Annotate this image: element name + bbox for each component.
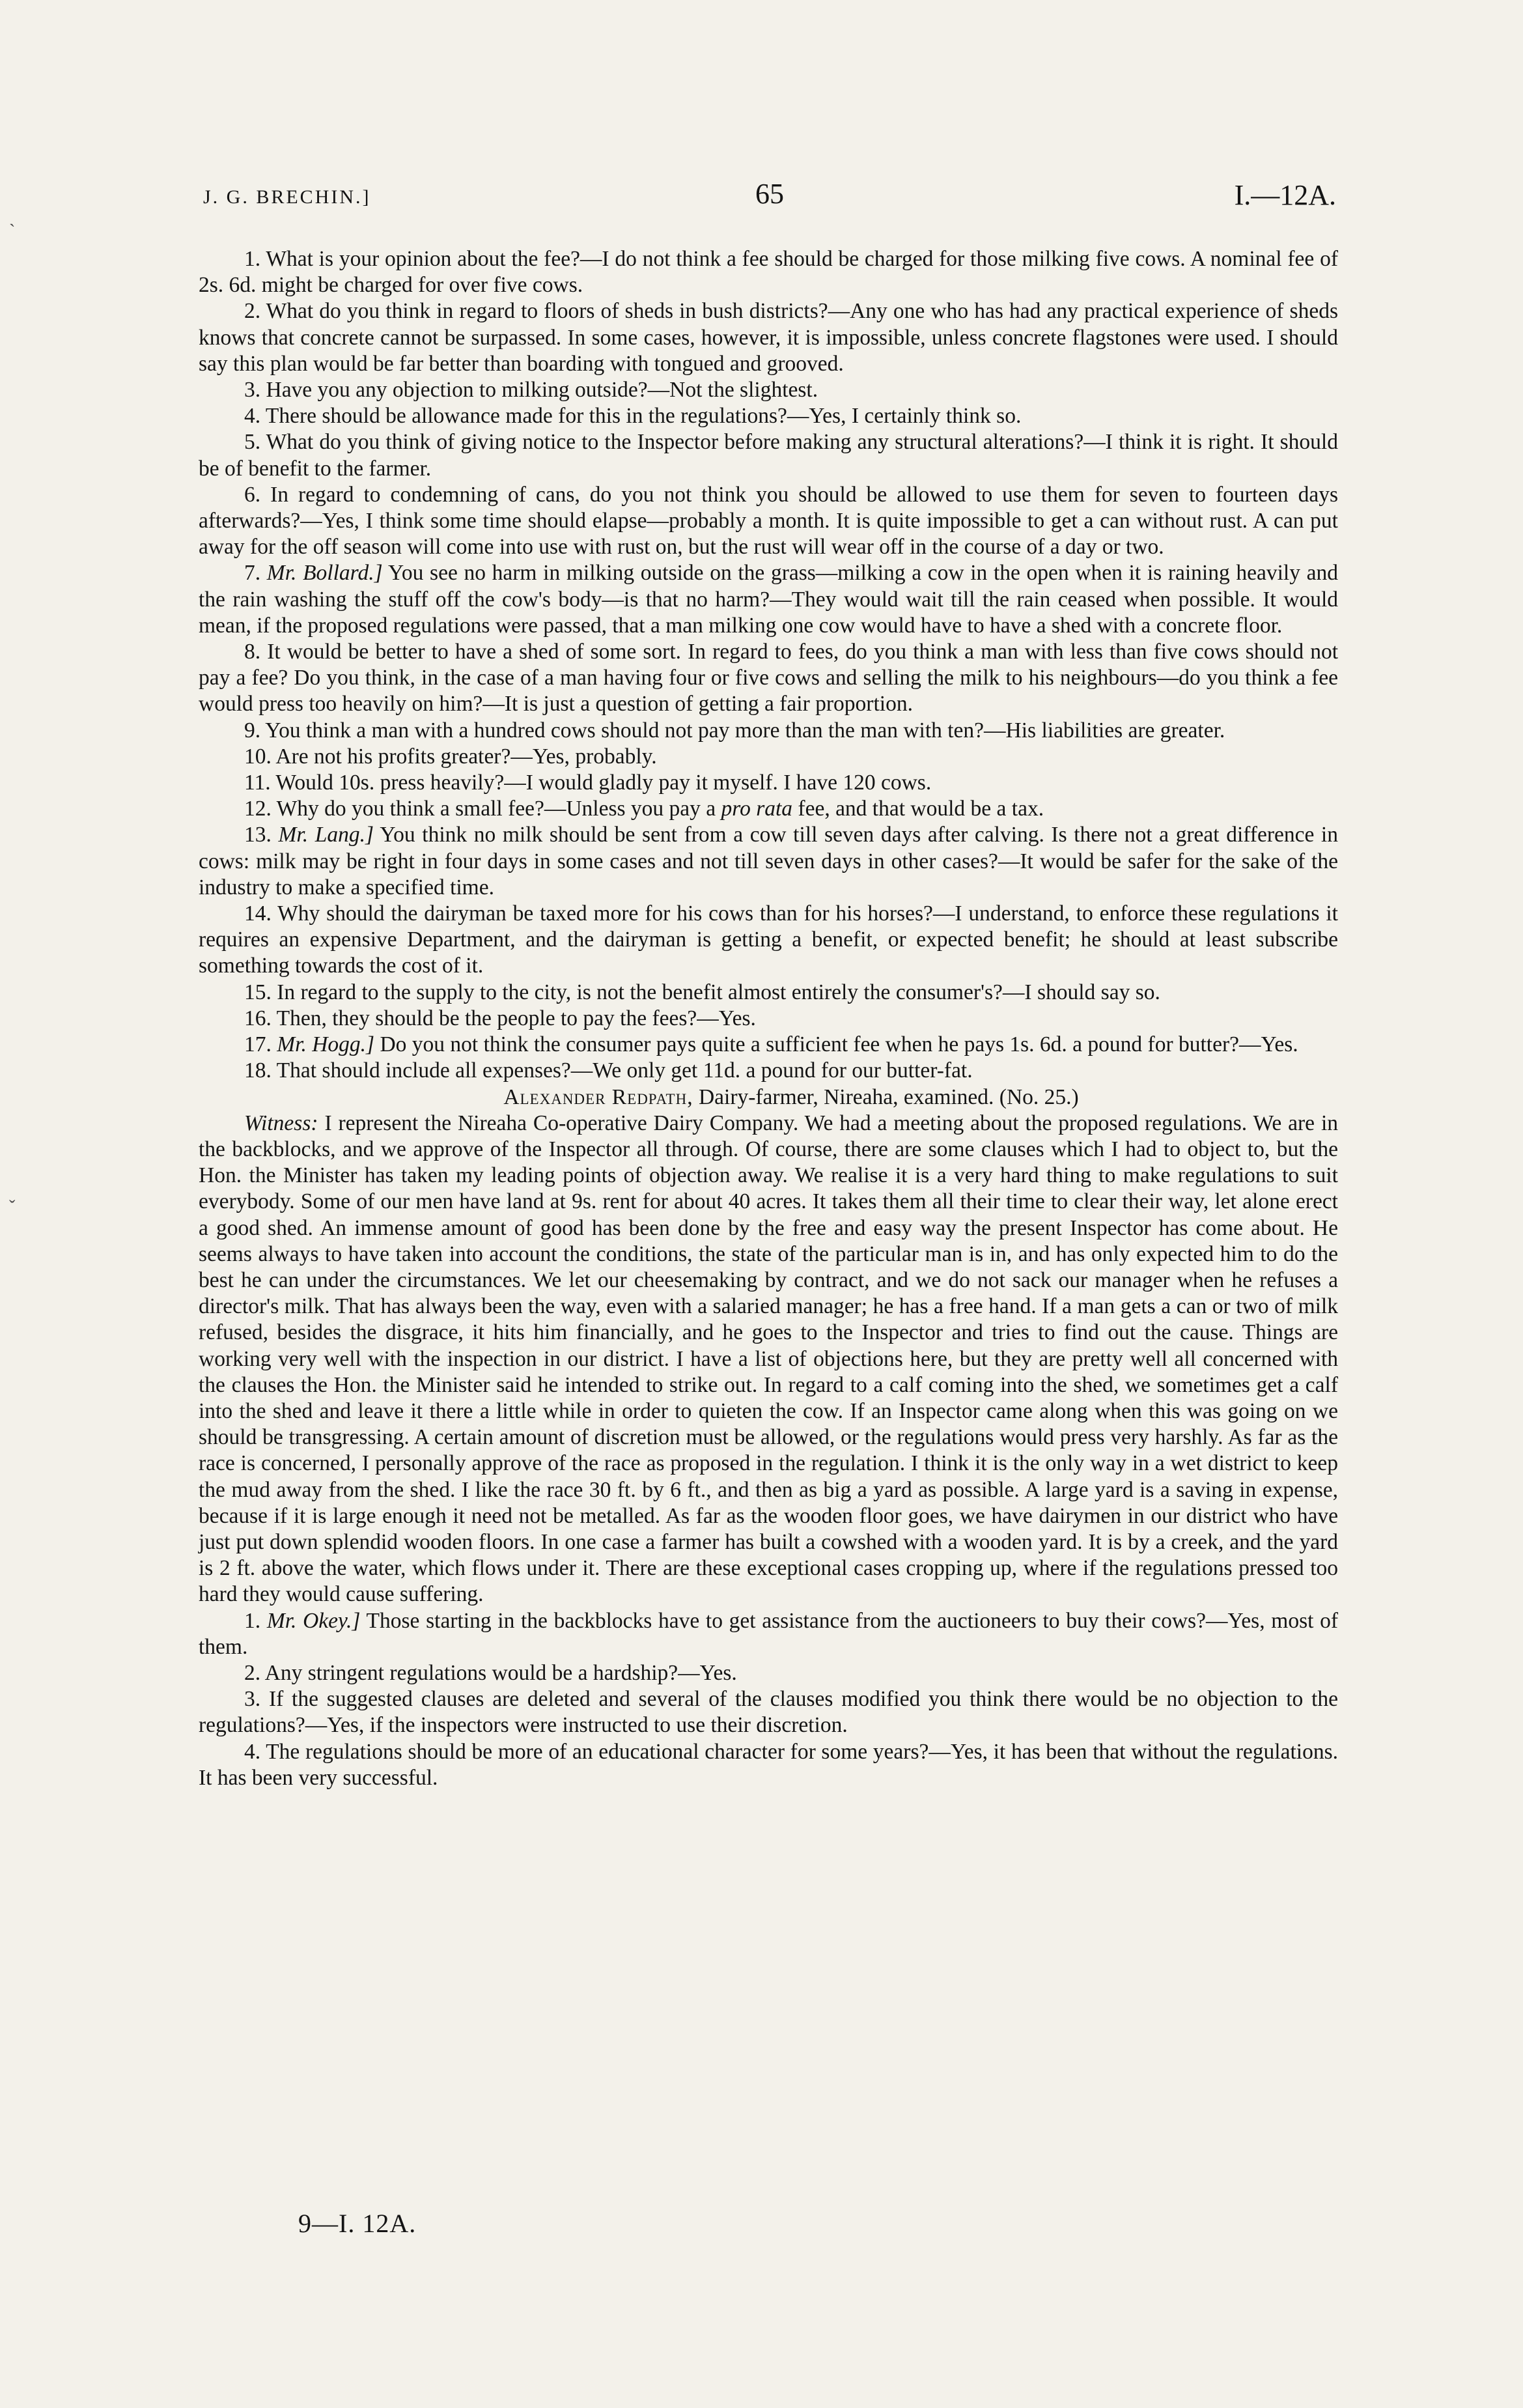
page-header — [203, 177, 1336, 216]
question-answer: 2. What do you think in regard to floors of sheds in bush districts?—Any one who has had any practical experience of sheds knows that concrete cannot be surpassed. In some cases, however, it is impossible, unless concrete flagstones were used. I should say this plan would be far better than boarding with tongued and grooved. — [199, 299, 1338, 376]
witness-heading — [199, 1084, 1338, 1111]
body-text — [199, 246, 1338, 1791]
question-answer: 17. Mr. Hogg.] Do you not think the consumer pays quite a sufficient fee when he pays 1s. 6d. a pound for butter?—Yes. — [244, 1032, 1298, 1057]
question-answer: 7. Mr. Bollard.] You see no harm in milking outside on the grass—milking a cow in the open when it is raining heavily and the rain washing the stuff off the cow's body—is that no harm?—They would wait till the rain ceased when possible. It would mean, if the proposed regulations were passed, that a man milking one cow would have to have a shed with a concrete floor. — [199, 561, 1339, 638]
paper-reference: I.—12A. — [1234, 179, 1336, 211]
question-answer: 6. In regard to condemning of cans, do you not think you should be allowed to use them for seven to fourteen days afterwards?—Yes, I think some time should elapse—probably a month. It is quite impossible to get a can without rust. A can put away for the off season will come into use with rust on, but the rust will wear off in the course of a day or two. — [199, 482, 1338, 560]
question-answer: 14. Why should the dairyman be taxed more for his cows than for his horses?—I understand, to enforce these regulations it requires an expensive Department, and the dairyman is getting a benefit, or expected benefit; he should at least subscribe something towards the cost of it. — [199, 901, 1338, 978]
witness-statement: Witness: I represent the Nireaha Co-operative Dairy Company. We had a meeting about the proposed regulations. We are in the backblocks, and we approve of the Inspector all through. Of course, there are some clauses which I had to object to, but the Hon. the Minister has taken my leading points of objection away. We realise it is a very hard thing to make regulations to suit everybody. Some of our men have land at 9s. rent for about 40 acres. It takes them all their time to clear their way, let alone erect a good shed. An immense amount of good has been done by the free and easy way the present Inspector has come about. He seems always to have taken into account the conditions, the state of the particular man is in, and has only expected him to do the best he can under the circumstances. We let our cheesemaking by contract, and we do not sack our manager when he refuses a director's milk. That has always been the way, even with a salaried manager; he has a free hand. If a man gets a can or two of milk refused, besides the disgrace, it hits him financially, and he goes to the Inspector and tries to find out the cause. Things are working very well with the inspection in our district. I have a list of objections here, but they are pretty well all concerned with the clauses the Hon. the Minister said he intended to strike out. In regard to a calf coming into the shed, we sometimes get a calf into the shed and leave it there a little while in order to quieten the cow. If an Inspector came along when this was going on we should be transgressing. A certain amount of discretion must be allowed, or the regulations would press very harshly. As far as the race is concerned, I personally approve of the race as proposed in the regulation. I think it is the only way in a wet district to keep the mud away from the shed. I like the race 30 ft. by 6 ft., and then as big a yard as possible. A large yard is a saving in expense, because if it is large enough it need not be metalled. As far as the wooden floor goes, we have dairymen in our district who have just put down splendid wooden floors. In one case a farmer has built a cowshed with a wooden yard. It is by a creek, and the yard is 2 ft. above the water, which flows under it. There are these exceptional cases cropping up, where if the regulations pressed too hard they would cause suffering. — [199, 1111, 1339, 1607]
speaker-name: Mr. Hogg.] — [277, 1032, 375, 1057]
question-answer: 12. Why do you think a small fee?—Unless you pay a pro rata fee, and that would be a tax. — [244, 797, 1044, 821]
question-answer: 11. Would 10s. press heavily?—I would gladly pay it myself. I have 120 cows. — [244, 771, 932, 795]
question-answer: 4. There should be allowance made for this in the regulations?—Yes, I certainly think so. — [244, 404, 1022, 429]
question-answer: 1. What is your opinion about the fee?—I do not think a fee should be charged for those milking five cows. A nominal fee of 2s. 6d. might be charged for over five cows. — [199, 247, 1338, 298]
margin-mark: ˎ — [9, 207, 16, 227]
margin-mark: ˇ — [9, 1197, 16, 1217]
page-number: 65 — [755, 178, 784, 210]
question-answer: 5. What do you think of giving notice to the Inspector before making any structural alterations?—I think it is right. It should be of benefit to the farmer. — [199, 430, 1338, 481]
question-answer: 3. If the suggested clauses are deleted and several of the clauses modified you think there would be no objection to the regulations?—Yes, if the inspectors were instructed to use their discretion. — [199, 1687, 1339, 1738]
question-answer: 3. Have you any objection to milking outside?—Not the slightest. — [244, 378, 818, 403]
question-answer: 10. Are not his profits greater?—Yes, probably. — [244, 744, 657, 769]
question-answer: 16. Then, they should be the people to pay the fees?—Yes. — [244, 1006, 756, 1030]
witness-name: Alexander Redpath, — [503, 1084, 693, 1109]
header-witness-name: J. G. BRECHIN.] — [203, 186, 371, 208]
question-answer: 18. That should include all expenses?—We only get 11d. a pound for our butter-fat. — [244, 1058, 973, 1083]
latin-phrase: pro rata — [721, 797, 793, 821]
witness-description: Dairy-farmer, Nireaha, examined. (No. 25.) — [698, 1084, 1079, 1109]
speaker-name: Mr. Bollard.] — [266, 561, 383, 586]
speaker-name: Mr. Okey.] — [266, 1608, 361, 1633]
question-answer: 9. You think a man with a hundred cows should not pay more than the man with ten?—His liabilities are greater. — [244, 718, 1225, 743]
question-answer: 2. Any stringent regulations would be a hardship?—Yes. — [244, 1660, 737, 1685]
question-answer: 4. The regulations should be more of an educational character for some years?—Yes, it has been that without the regulations. It has been very successful. — [199, 1739, 1338, 1790]
question-answer: 1. Mr. Okey.] Those starting in the backblocks have to get assistance from the auctioneers to buy their cows?—Yes, most of them. — [199, 1608, 1338, 1659]
question-answer: 8. It would be better to have a shed of some sort. In regard to fees, do you think a man with less than five cows should not pay a fee? Do you think, in the case of a man having four or five cows and selling the milk to his neighbours—do you think a fee would press too heavily on him?—It is just a question of getting a fair proportion. — [199, 640, 1338, 716]
question-answer: 13. Mr. Lang.] You think no milk should be sent from a cow till seven days after calving. Is there not a great difference in cows: milk may be right in four days in some cases and not till seven days in other cases?—It would be safer for the sake of the industry to make a specified time. — [199, 823, 1338, 899]
question-answer: 15. In regard to the supply to the city, is not the benefit almost entirely the consumer's?—I should say so. — [244, 980, 1160, 1004]
speaker-name: Mr. Lang.] — [278, 823, 374, 847]
signature-mark: 9—I. 12A. — [298, 2209, 417, 2238]
